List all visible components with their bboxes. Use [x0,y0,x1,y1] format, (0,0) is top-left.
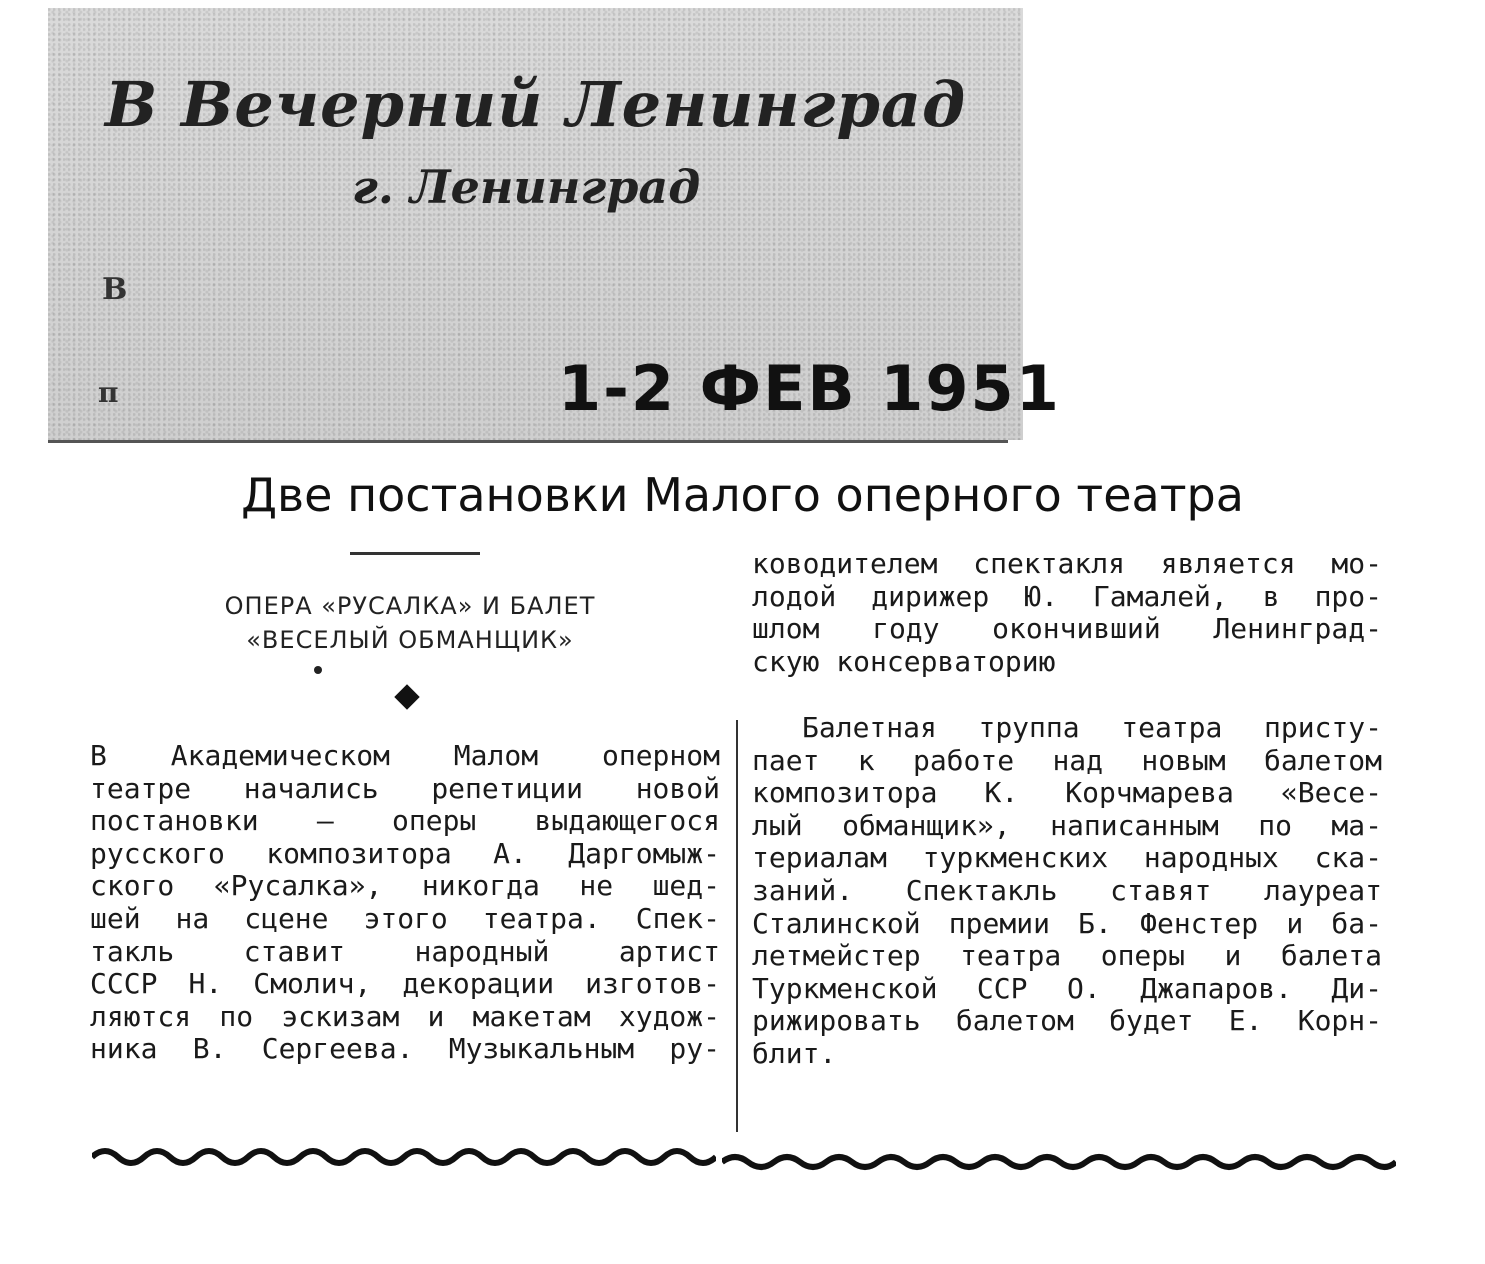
stamp-field-v: В [102,272,128,307]
wavy-rule-right [722,1148,1396,1176]
text-line: Балетная труппа театра присту- [802,711,1382,744]
text-line: СССР Н. Смолич, декорации изготов- [90,967,720,1001]
headline-rule [350,552,480,555]
text-line: В Академическом Малом оперном [90,739,720,772]
text-line: ководителем спектакля является мо- [752,547,1382,580]
text-line: летмейстер театра оперы и балета [752,939,1382,973]
text-line: заний. Спектакль ставят лауреат [752,873,1382,907]
text-line: русского композитора А. Даргомыж- [90,836,720,870]
text-line: Туркменской ССР О. Джапаров. Ди- [752,971,1382,1005]
ornament-diamond-icon [394,684,419,709]
ornament-dot [314,666,322,674]
text-line: рижировать балетом будет Е. Корн- [752,1004,1382,1038]
article-right-column-bottom [752,712,1382,1071]
text-line: ляются по эскизам и макетам худож- [90,999,720,1033]
text-line: ского «Русалка», никогда не шед- [90,869,720,903]
city-name: г. Ленинград [352,160,701,214]
text-line: ника В. Сергеева. Музыкальным ру- [90,1032,720,1066]
stamp-field-n: п [98,376,119,409]
newspaper-masthead [105,68,966,141]
date-stamp: 1-2 ФЕВ 1951 [558,352,1061,425]
text-line: пает к работе над новым балетом [752,743,1382,777]
masthead-prefix: В [105,68,159,141]
article-left-column [90,740,720,1066]
article-subhead-line2: «ВЕСЕЛЫЙ ОБМАНЩИК» [246,626,574,654]
article-subhead-line1: ОПЕРА «РУСАЛКА» И БАЛЕТ [224,592,596,620]
masthead-title: Вечерний Ленинград [181,68,967,141]
wavy-rule-left [92,1143,716,1171]
text-line: териалам туркменских народных ска- [752,841,1382,875]
article-headline: Две постановки Малого оперного театра [241,468,1244,522]
text-line: лодой дирижер Ю. Гамалей, в про- [752,579,1382,613]
text-line: композитора К. Корчмарева «Весе- [752,776,1382,810]
text-line: такль ставит народный артист [90,934,720,968]
stamp-underline [48,440,1008,443]
text-line: театре начались репетиции новой [90,771,720,805]
article-right-column-top [752,548,1382,678]
text-line: блит. [752,1036,837,1070]
text-line: скую консерваторию [752,644,1056,678]
text-line: Сталинской премии Б. Фенстер и ба- [752,906,1382,940]
text-line: постановки — оперы выдающегося [90,804,720,838]
text-line: шей на сцене этого театра. Спек- [90,901,720,935]
text-line: шлом году окончивший Ленинград- [752,612,1382,646]
column-divider [736,720,738,1132]
text-line: лый обманщик», написанным по ма- [752,808,1382,842]
